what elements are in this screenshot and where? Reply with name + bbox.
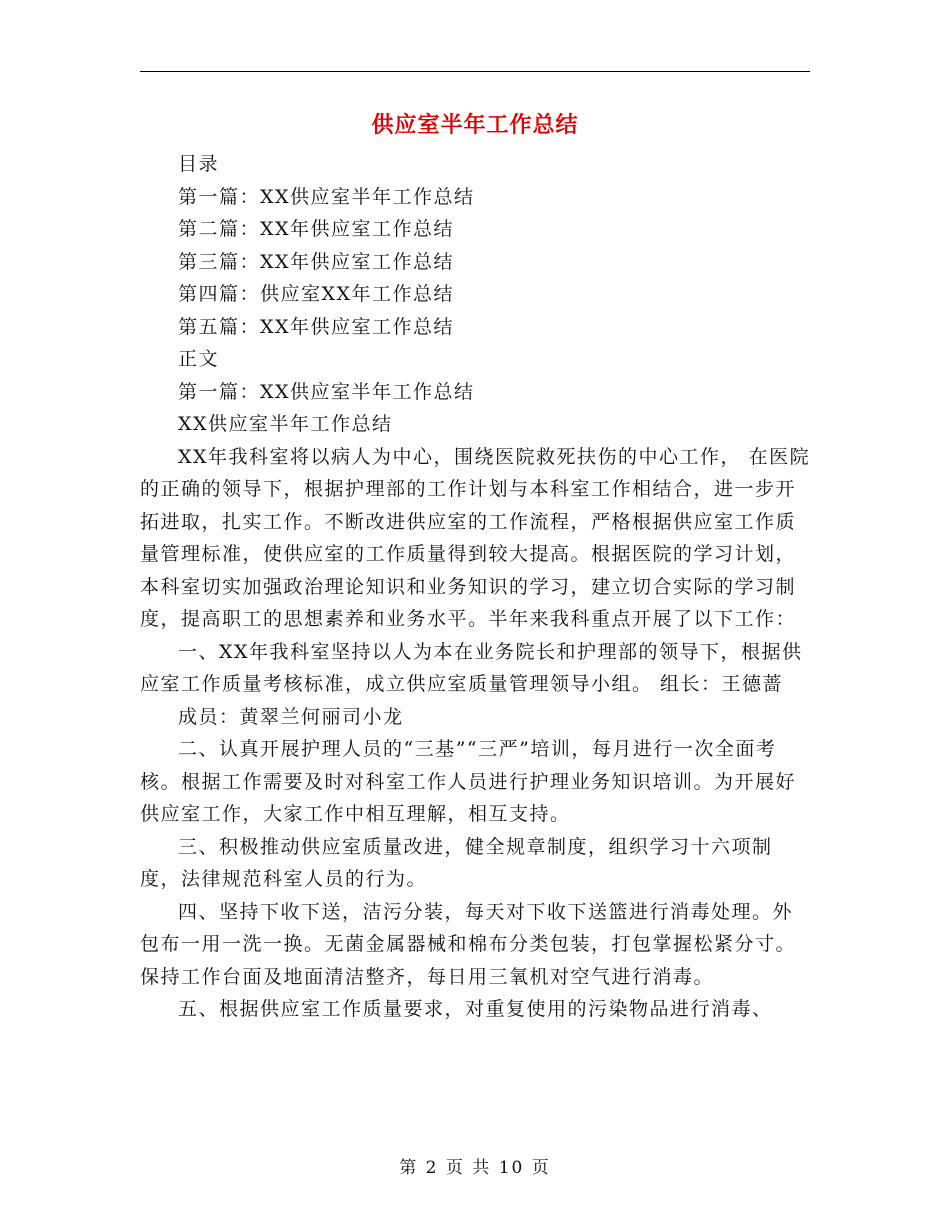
document-title: 供应室半年工作总结 <box>371 113 579 138</box>
paragraph: 五、根据供应室工作质量要求，对重复使用的污染物品进行消毒、 <box>178 998 773 1020</box>
subtitle: XX供应室半年工作总结 <box>178 413 393 435</box>
toc-item: 第一篇：XX供应室半年工作总结 <box>178 185 475 208</box>
paragraph: 三、积极推动供应室质量改进，健全规章制度，组织学习十六项制度，法律规范科室人员的行为。 <box>140 835 773 890</box>
toc-item: 第五篇：XX年供应室工作总结 <box>178 315 455 338</box>
toc-item: 第四篇：供应室XX年工作总结 <box>178 283 455 305</box>
toc-item: 第二篇：XX年供应室工作总结 <box>178 218 455 240</box>
toc-item: 第三篇：XX年供应室工作总结 <box>178 250 455 273</box>
paragraph: 四、坚持下收下送，洁污分装，每天对下收下送篮进行消毒处理。外包布一用一洗一换。无菌金属器械和棉布分类包装，打包掌握松紧分寸。保持工作台面及地面清洁整齐，每日用三氧机对空气进行消毒。 <box>140 900 797 988</box>
paragraph: 成员：黄翠兰何丽司小龙 <box>178 705 404 728</box>
paragraph: 二、认真开展护理人员的“三基”“三严”培训，每月进行一次全面考核。根据工作需要及时对科室工作人员进行护理业务知识培训。为开展好供应室工作，大家工作中相互理解，相互支持。 <box>140 738 797 825</box>
toc-heading: 目录 <box>178 153 220 175</box>
section-title: 第一篇：XX供应室半年工作总结 <box>178 380 475 403</box>
page-footer: 第 2 页 共 10 页 <box>399 1158 551 1178</box>
paragraph: XX年我科室将以病人为中心，围绕医院救死扶伤的中心工作， 在医院的正确的领导下，根据护理部的工作计划与本科室工作相结合，进一步开拓进取，扎实工作。不断改进供应室的工作流程，严格根据供应室工作质量管理标准，使供应室的工作质量得到较大提高。根据医院的学习计划，本科室切实加强政治理论知识和业务知识的学习，建立切合实际的学习制度，提高职工的思想素养和业务水平。半年来我科重点开展了以下工作： <box>140 445 811 630</box>
header-rule <box>140 71 810 72</box>
document-body <box>140 148 812 1026</box>
body-heading: 正文 <box>178 348 220 370</box>
paragraph: 一、XX年我科室坚持以人为本在业务院长和护理部的领导下，根据供应室工作质量考核标准，成立供应室质量管理领导小组。 组长：王德蔷 <box>140 640 803 695</box>
